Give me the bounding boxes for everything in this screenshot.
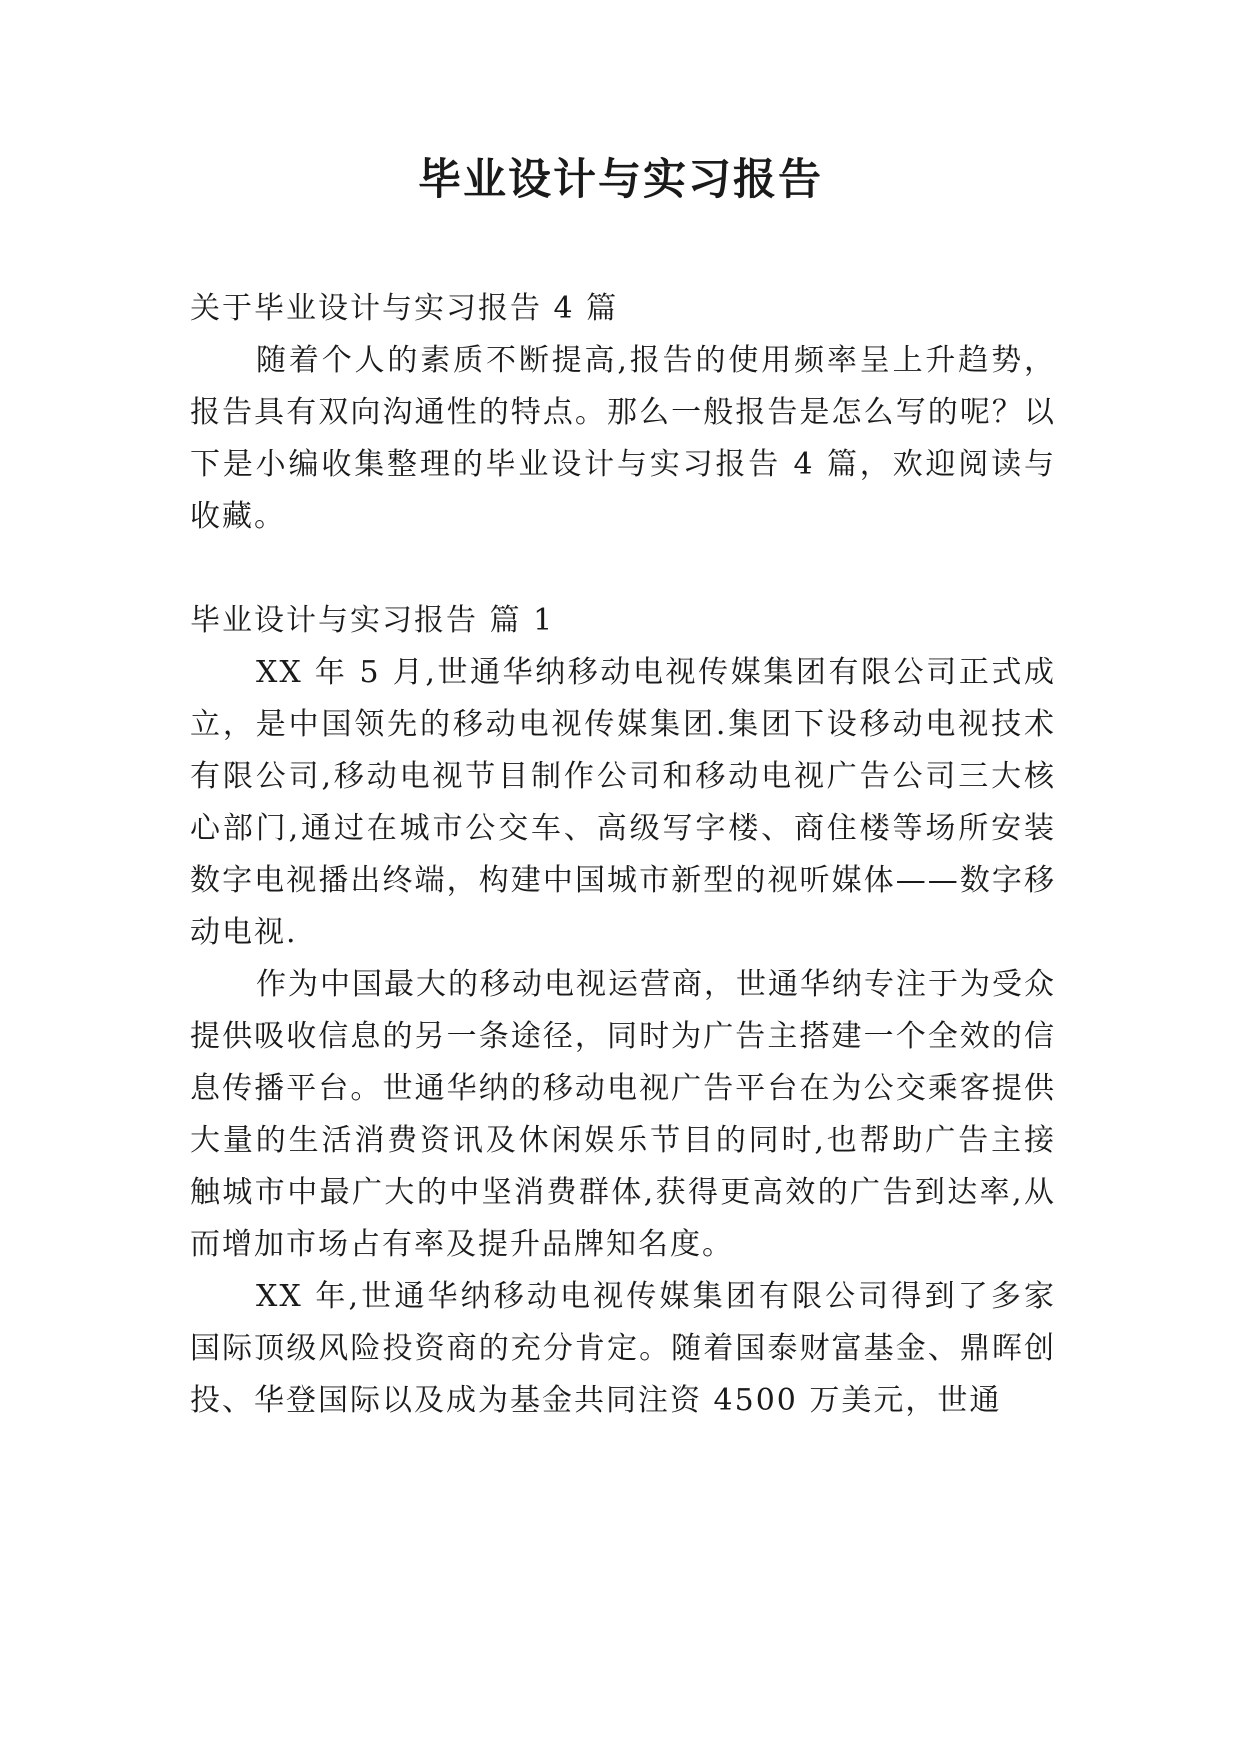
intro-paragraph: 随着个人的素质不断提高,报告的使用频率呈上升趋势，报告具有双向沟通性的特点。那么一般报告是怎么写的呢？以下是小编收集整理的毕业设计与实习报告 4 篇，欢迎阅读与收藏。	[190, 343, 1056, 534]
document-title: 毕业设计与实习报告	[418, 155, 823, 205]
document-body	[190, 283, 1056, 1427]
section-heading: 毕业设计与实习报告 篇 1	[190, 603, 555, 638]
body-paragraph: XX 年,世通华纳移动电视传媒集团有限公司得到了多家国际顶级风险投资商的充分肯定。随着国泰财富基金、鼎晖创投、华登国际以及成为基金共同注资 4500 万美元，世通	[190, 1279, 1056, 1418]
intro-heading: 关于毕业设计与实习报告 4 篇	[190, 291, 619, 326]
body-paragraph: XX 年 5 月,世通华纳移动电视传媒集团有限公司正式成立，是中国领先的移动电视传媒集团.集团下设移动电视技术有限公司,移动电视节目制作公司和移动电视广告公司三大核心部门,通过在城市公交车、高级写字楼、商住楼等场所安装数字电视播出终端，构建中国城市新型的视听媒体——数字移动电视.	[190, 655, 1056, 950]
body-paragraph: 作为中国最大的移动电视运营商，世通华纳专注于为受众提供吸收信息的另一条途径，同时为广告主搭建一个全效的信息传播平台。世通华纳的移动电视广告平台在为公交乘客提供大量的生活消费资讯及休闲娱乐节目的同时,也帮助广告主接触城市中最广大的中坚消费群体,获得更高效的广告到达率,从而增加市场占有率及提升品牌知名度。	[190, 967, 1056, 1262]
